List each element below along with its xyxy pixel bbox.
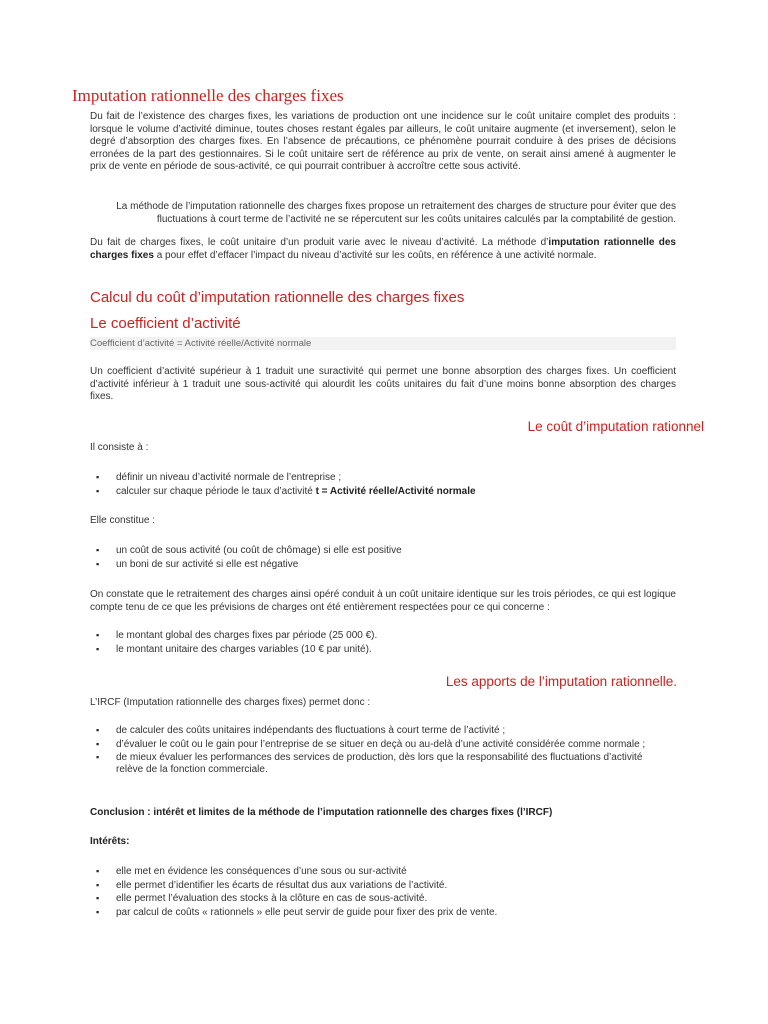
consiste-label: Il consiste à :	[90, 442, 149, 453]
subheading-cout-imputation: Le coût d’imputation rationnel	[527, 419, 704, 434]
constitue-label: Elle constitue :	[90, 515, 156, 526]
list-item: ▪ définir un niveau d’activité normale de l’entreprise ;	[96, 472, 686, 484]
list-item: ▪ d’évaluer le coût ou le gain pour l’entreprise de se situer en deçà ou au-delà d’une activité considérée comme normale ;	[96, 739, 656, 751]
constate-paragraph: On constate que le retraitement des charges ainsi opéré conduit à un coût unitaire identique sur les trois périodes, ce qui est logique compte tenu de ce que les prévisions de charges ont été entièrement respectées pour ce qui concerne :	[90, 589, 676, 613]
list-item: ▪ elle permet d’identifier les écarts de résultat dus aux variations de l’activité.	[96, 880, 686, 892]
fixed-para-after: a pour effet d’effacer l’impact du niveau d’activité sur les coûts, en référence à une activité normale.	[153, 249, 597, 261]
list-item: ▪ par calcul de coûts « rationnels » elle peut servir de guide pour fixer des prix de vente.	[96, 907, 686, 919]
interets-list	[96, 866, 686, 920]
page-title: Imputation rationnelle des charges fixes	[72, 86, 344, 105]
method-paragraph: La méthode de l’imputation rationnelle des charges fixes propose un retraitement des charges de structure pour éviter que des fluctuations à court terme de l’activité ne se répercutent sur les coûts unitaires calculés par la comptabilité de gestion.	[116, 201, 676, 225]
coefficient-paragraph: Un coefficient d’activité supérieur à 1 traduit une suractivité qui permet une bonne absorption des charges fixes. Un coefficient d’activité inférieur à 1 traduit une sous-activité qui alourdit les coûts unitaires du fait d’une moins bonne absorption des charges fixes.	[90, 366, 676, 403]
subheading-coefficient: Le coefficient d’activité	[90, 315, 241, 332]
list-item: ▪ un coût de sous activité (ou coût de chômage) si elle est positive	[96, 545, 686, 557]
consiste-list	[96, 472, 686, 499]
constitue-list	[96, 545, 686, 572]
list-item: ▪ de mieux évaluer les performances des services de production, dès lors que la responsabilité des fluctuations d’activité relève de la fonction commerciale.	[96, 752, 656, 775]
conclusion-heading: Conclusion : intérêt et limites de la méthode de l’imputation rationnelle des charges fixes (l’IRCF)	[90, 807, 553, 818]
ircf-list	[96, 725, 656, 777]
list-item: ▪ le montant unitaire des charges variables (10 € par unité).	[96, 644, 686, 656]
list-item: ▪ elle met en évidence les conséquences d’une sous ou sur-activité	[96, 866, 686, 878]
section-heading-calcul: Calcul du coût d’imputation rationnelle des charges fixes	[90, 289, 465, 306]
subheading-apports: Les apports de l’imputation rationnelle.	[445, 674, 677, 689]
constate-list	[96, 630, 686, 657]
fixed-charges-paragraph	[90, 237, 676, 262]
formula-box: Coefficient d’activité = Activité réelle/Activité normale	[90, 337, 676, 350]
list-item: ▪ de calculer des coûts unitaires indépendants des fluctuations à court terme de l’activité ;	[96, 725, 656, 737]
fixed-para-before: Du fait de charges fixes, le coût unitaire d’un produit varie avec le niveau d’activité. La méthode d’	[90, 237, 549, 248]
list-item: ▪ le montant global des charges fixes par période (25 000 €).	[96, 630, 686, 642]
intro-paragraph: Du fait de l’existence des charges fixes, les variations de production ont une incidence sur le coût unitaire complet des produits : lorsque le volume d’activité diminue, toutes choses restant égales par ailleurs, le coût unitaire augmente (et inversement), selon le degré d’absorption des charges fixes. En l’absence de précautions, ce phénomène pourrait conduire à des prises de décisions erronées de la part des gestionnaires. Si le coût unitaire sert de référence au prix de vente, on serait ainsi amené à augmenter le prix de vente en période de sous-activité, ce qui pourrait contribuer à accroître cette sous activité.	[90, 111, 676, 173]
list-item: ▪ un boni de sur activité si elle est négative	[96, 559, 686, 571]
list-item: ▪ calculer sur chaque période le taux d’activité t = Activité réelle/Activité normale	[96, 486, 686, 498]
fixed-para-bold: imputation rationnelle des charges fixes	[90, 237, 676, 261]
list-item: ▪ elle permet l’évaluation des stocks à la clôture en cas de sous-activité.	[96, 893, 686, 905]
interets-label: Intérêts:	[90, 836, 130, 847]
ircf-intro: L’IRCF (Imputation rationnelle des charges fixes) permet donc :	[90, 697, 371, 708]
